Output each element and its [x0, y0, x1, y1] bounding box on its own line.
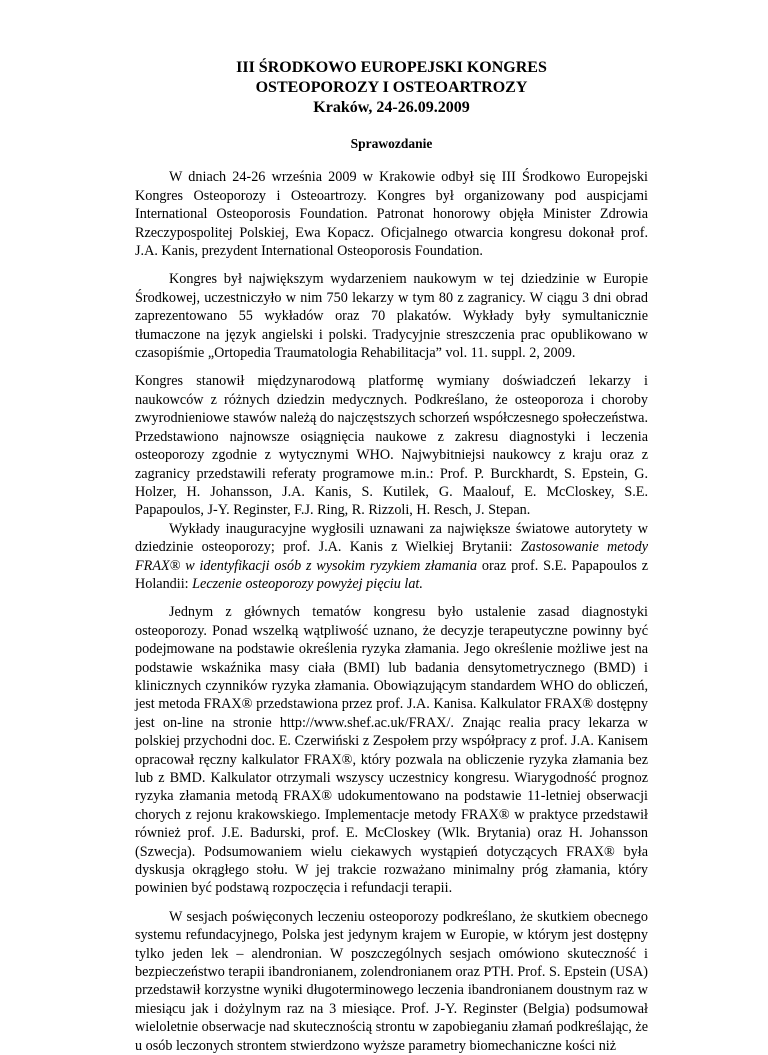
title-line-3: Kraków, 24-26.09.2009 [313, 99, 470, 116]
paragraph-2: Kongres był największym wydarzeniem naukowym w tej dziedzinie w Europie Środkowej, uczestniczyło w nim 750 lekarzy w tym 80 z zagranicy. W ciągu 3 dni obrad zaprezentowano 55 wykładów oraz 70 plakatów. Wykłady były symultanicznie tłumaczone na język angielski i polski. Tradycyjnie streszczenia prac opublikowano w czasopiśmie „Ortopedia Traumatologia Rehabilitacja” vol. 11. suppl. 2, 2009. [135, 271, 648, 362]
paragraph-4-text-a: Wykłady inauguracyjne wygłosili uznawani za największe światowe autorytety w dziedzinie osteoporozy; prof. J.A. Kanis z Wielkiej Brytanii: [135, 520, 648, 556]
paragraph-1: W dniach 24-26 września 2009 w Krakowie odbył się III Środkowo Europejski Kongres Osteoporozy i Osteoartrozy. Kongres był organizowany pod auspicjami International Osteoporosis Foundation. Patronat honorowy objęła Minister Zdrowia Rzeczypospolitej Polskiej, Ewa Kopacz. Oficjalnego otwarcia kongresu dokonał prof. J.A. Kanis, prezydent International Osteoporosis Foundation. [135, 169, 648, 260]
lecture-title-treatment: Leczenie osteoporozy powyżej pięciu lat. [192, 575, 423, 592]
paragraph-4 [135, 520, 648, 594]
paragraph-5: Jednym z głównych tematów kongresu było ustalenie zasad diagnostyki osteoporozy. Ponad wszelką wątpliwość uznano, że decyzje terapeutyczne powinny być podejmowane na podstawie określenia ryzyka złamania. Jego określenie możliwe jest na podstawie wskaźnika masy ciała (BMI) lub badania densytometrycznego (BMD) i klinicznych czynników ryzyka złamania. Obowiązującym standardem WHO do obliczeń, jest metoda FRAX® przedstawiona przez prof. J.A. Kanisa. Kalkulator FRAX® dostępny jest on-line na stronie http://www.shef.ac.uk/FRAX/. Znając realia pracy lekarza w polskiej przychodni doc. E. Czerwiński z Zespołem przy współpracy z prof. J.A. Kanisem opracował ręczny kalkulator FRAX®, który pozwala na obliczenie ryzyka złamania bez lub z BMD. Kalkulator otrzymali wszyscy uczestnicy kongresu. Wiarygodność prognoz ryzyka złamania metodą FRAX® udokumentowano na podstawie 11-letniej obserwacji chorych z rejonu krakowskiego. Implementacje metody FRAX® w praktyce przedstawił również prof. J.E. Badurski, prof. E. McCloskey (Wlk. Brytania) oraz H. Johansson (Szwecja). Podsumowaniem wielu ciekawych wystąpień dotyczących FRAX® była dyskusja okrągłego stołu. W jej trakcie rozważano minimalny próg złamania, który powinien być podstawą rozpoczęcia i refundacji terapii. [135, 604, 648, 897]
title-line-1: III ŚRODKOWO EUROPEJSKI KONGRES [236, 59, 547, 76]
document-subtitle: Sprawozdanie [350, 136, 433, 151]
paragraph-6: W sesjach poświęconych leczeniu osteoporozy podkreślano, że skutkiem obecnego systemu refundacyjnego, Polska jest jedynym krajem w Europie, w którym jest dostępny tylko jeden lek – alendronian. W poszczególnych sesjach omówiono skuteczność i bezpieczeństwo terapii ibandronianem, zolendronianem oraz PTH. Prof. S. Epstein (USA) przedstawił korzystne wyniki długoterminowego leczenia ibandronianem doustnym raz w miesiącu jak i dożylnym raz na 3 miesiące. Prof. J-Y. Reginster (Belgia) podsumował wieloletnie obserwacje nad skutecznością strontu w zapobieganiu złamań podkreślając, że u osób leczonych strontem stwierdzono wyższe parametry biomechaniczne kości niż [135, 908, 648, 1054]
paragraph-4-text-c: oraz prof. S.E. Papapoulos z Holandii: [135, 557, 648, 592]
paragraph-3: Kongres stanowił międzynarodową platformę wymiany doświadczeń lekarzy i naukowców z różnych dziedzin medycznych. Podkreślano, że osteoporoza i choroby zwyrodnieniowe stawów należą do najczęstszych schorzeń współczesnego społeczeństwa. Przedstawiono najnowsze osiągnięcia naukowe z zakresu diagnostyki i leczenia osteoporozy zgodnie z wytycznymi WHO. Najwybitniejsi naukowcy z kraju oraz z zagranicy przedstawili referaty programowe m.in.: Prof. P. Burckhardt, S. Epstein, G. Holzer, H. Johansson, J.A. Kanis, S. Kutilek, G. Maalouf, E. McCloskey, S.E. Papapoulos, J-Y. Reginster, F.J. Ring, R. Rizzoli, H. Resch, J. Stepan. [135, 373, 648, 519]
title-line-2: OSTEOPOROZY I OSTEOARTROZY [255, 79, 528, 96]
document-title [135, 58, 648, 118]
lecture-title-frax: Zastosowanie metody FRAX® w identyfikacji osób z wysokim ryzykiem złamania [135, 539, 649, 574]
